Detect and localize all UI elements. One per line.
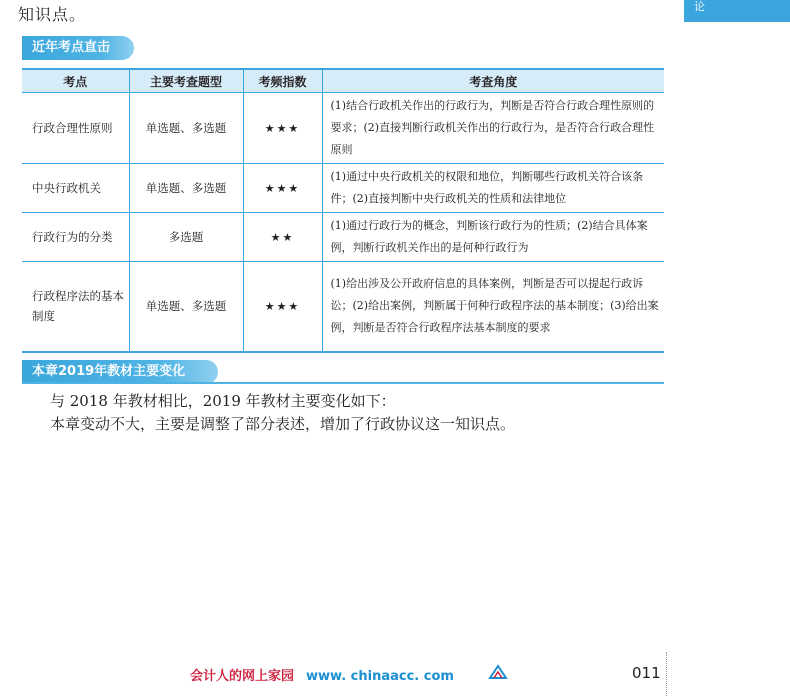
- section-title-textbook-changes: 本章2019年教材主要变化: [22, 360, 218, 384]
- page-number: 011: [632, 664, 661, 682]
- table-row: [22, 213, 664, 262]
- footer-brand-text: 会计人的网上家园: [190, 669, 295, 684]
- header-point: 考点: [22, 69, 129, 93]
- cell-type: 单选题、多选题: [129, 164, 243, 213]
- table-row: [22, 93, 664, 164]
- paragraph: 与 2018 年教材相比，2019 年教材主要变化如下：: [50, 392, 396, 410]
- cell-stars: ★★★: [243, 93, 322, 164]
- cell-angle: (1)通过行政行为的概念，判断该行政行为的性质；(2)结合具体案例，判断行政机关作出的是何种行政行为: [322, 213, 664, 262]
- chapter-side-tab: 论: [684, 0, 790, 22]
- cell-angle: (1)通过中央行政机关的权限和地位，判断哪些行政机关符合该条件；(2)直接判断中央行政机关的性质和法律地位: [322, 164, 664, 213]
- footer-brand: [190, 665, 454, 684]
- cell-point: 中央行政机关: [22, 164, 129, 213]
- table-header-row: [22, 69, 664, 93]
- cell-point: 行政程序法的基本制度: [22, 262, 129, 352]
- cell-type: 多选题: [129, 213, 243, 262]
- chinaacc-logo-icon: [488, 664, 508, 680]
- cell-point: 行政行为的分类: [22, 213, 129, 262]
- cell-stars: ★★★: [243, 164, 322, 213]
- cell-angle: (1)结合行政机关作出的行政行为，判断是否符合行政合理性原则的要求；(2)直接判断行政机关作出的行政行为，是否符合行政合理性原则: [322, 93, 664, 164]
- header-frequency: 考频指数: [243, 69, 322, 93]
- section-divider: [22, 382, 664, 384]
- cell-point: 行政合理性原则: [22, 93, 129, 164]
- page-edge-dotted-line: [666, 652, 667, 696]
- cell-stars: ★★★: [243, 262, 322, 352]
- cell-type: 单选题、多选题: [129, 262, 243, 352]
- header-angle: 考查角度: [322, 69, 664, 93]
- footer-url[interactable]: www. chinaacc. com: [306, 669, 454, 684]
- header-type: 主要考查题型: [129, 69, 243, 93]
- section-title-recent-points: 近年考点直击: [22, 36, 134, 60]
- paragraph: 本章变动不大，主要是调整了部分表述，增加了行政协议这一知识点。: [50, 415, 516, 433]
- cell-stars: ★★: [243, 213, 322, 262]
- cell-type: 单选题、多选题: [129, 93, 243, 164]
- table-row: [22, 164, 664, 213]
- continued-text: 知识点。: [18, 5, 87, 24]
- cell-angle: (1)给出涉及公开政府信息的具体案例，判断是否可以提起行政诉讼；(2)给出案例，判断属于何种行政程序法的基本制度；(3)给出案例，判断是否符合行政程序法基本制度的要求: [322, 262, 664, 352]
- knowledge-points-table: [22, 68, 664, 353]
- table-row: [22, 262, 664, 352]
